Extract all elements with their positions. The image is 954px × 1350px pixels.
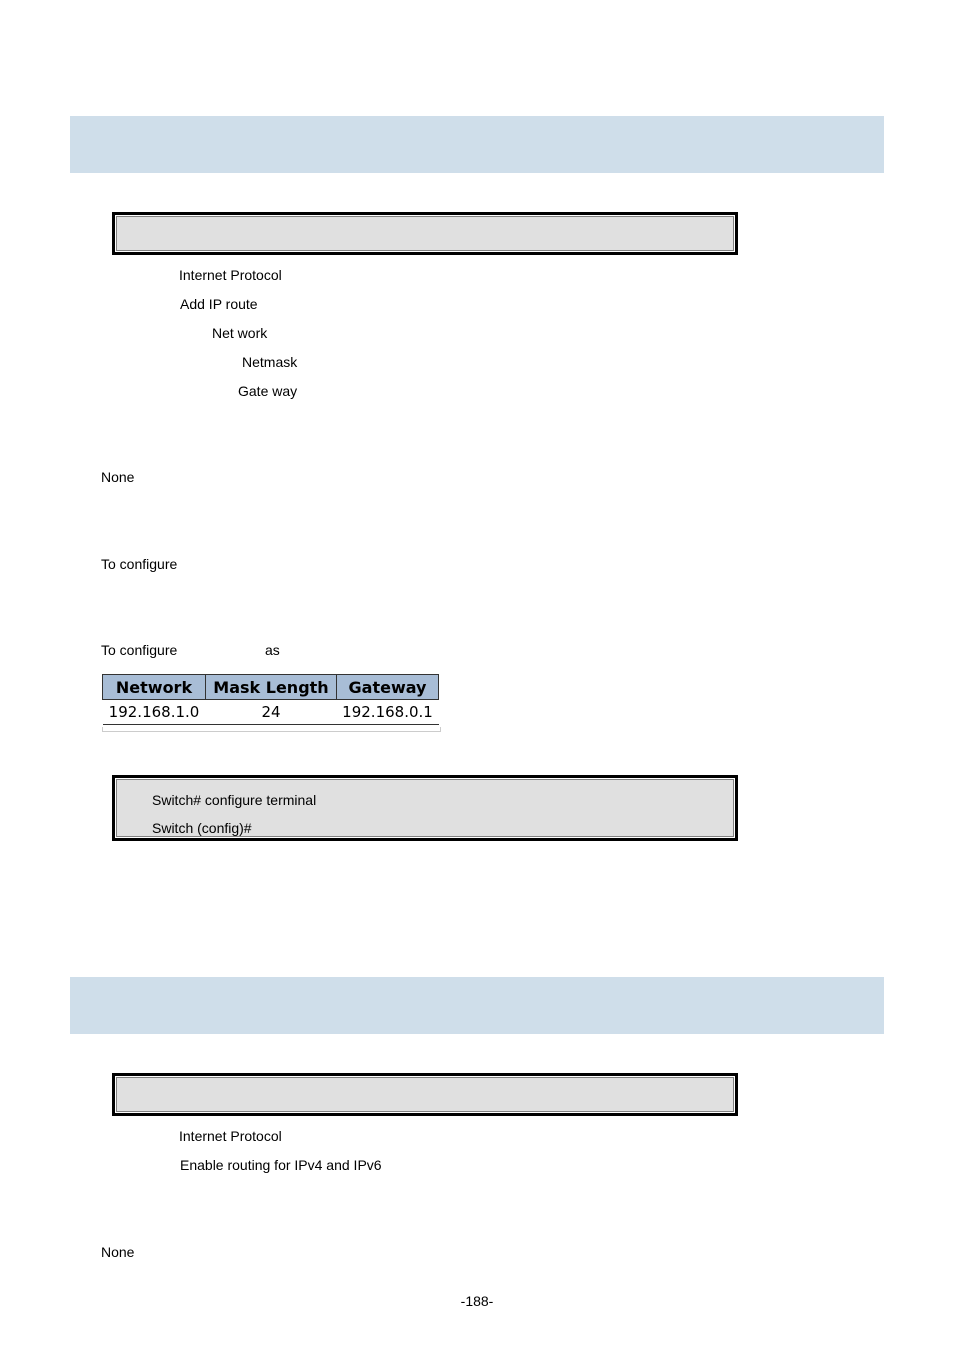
example-text-2: as xyxy=(265,642,280,658)
example-text-1: To configure xyxy=(101,642,178,658)
section-header-band-1 xyxy=(70,116,884,173)
table-bottom-edge xyxy=(102,727,441,732)
param-4: Netmask xyxy=(242,354,298,370)
table-cell-gateway: 192.168.0.1 xyxy=(337,700,439,725)
example-line-1: Switch# configure terminal xyxy=(152,792,317,808)
route-table xyxy=(102,674,439,725)
param-2: Add IP route xyxy=(180,296,258,312)
default-value-1: None xyxy=(101,469,135,485)
param-3: Net work xyxy=(212,325,268,341)
table-header-network: Network xyxy=(103,675,206,700)
table-cell-network: 192.168.1.0 xyxy=(103,700,206,725)
table-cell-mask-length: 24 xyxy=(206,700,337,725)
table-header-mask-length: Mask Length xyxy=(206,675,337,700)
table-header-row xyxy=(103,675,439,700)
page-number: -188- xyxy=(460,1293,494,1309)
param-1: Internet Protocol xyxy=(179,267,282,283)
section-header-band-2 xyxy=(70,977,884,1034)
example-line-2: Switch (config)# xyxy=(152,820,252,836)
param-2-2: Enable routing for IPv4 and IPv6 xyxy=(180,1157,382,1173)
table-header-gateway: Gateway xyxy=(337,675,439,700)
default-value-2: None xyxy=(101,1244,135,1260)
table-row xyxy=(103,700,439,725)
syntax-box-1 xyxy=(112,212,738,255)
param-5: Gate way xyxy=(238,383,298,399)
syntax-box-2 xyxy=(112,1073,738,1116)
param-2-1: Internet Protocol xyxy=(179,1128,282,1144)
example-box-1 xyxy=(112,775,738,841)
usage-text-1: To configure xyxy=(101,556,178,572)
